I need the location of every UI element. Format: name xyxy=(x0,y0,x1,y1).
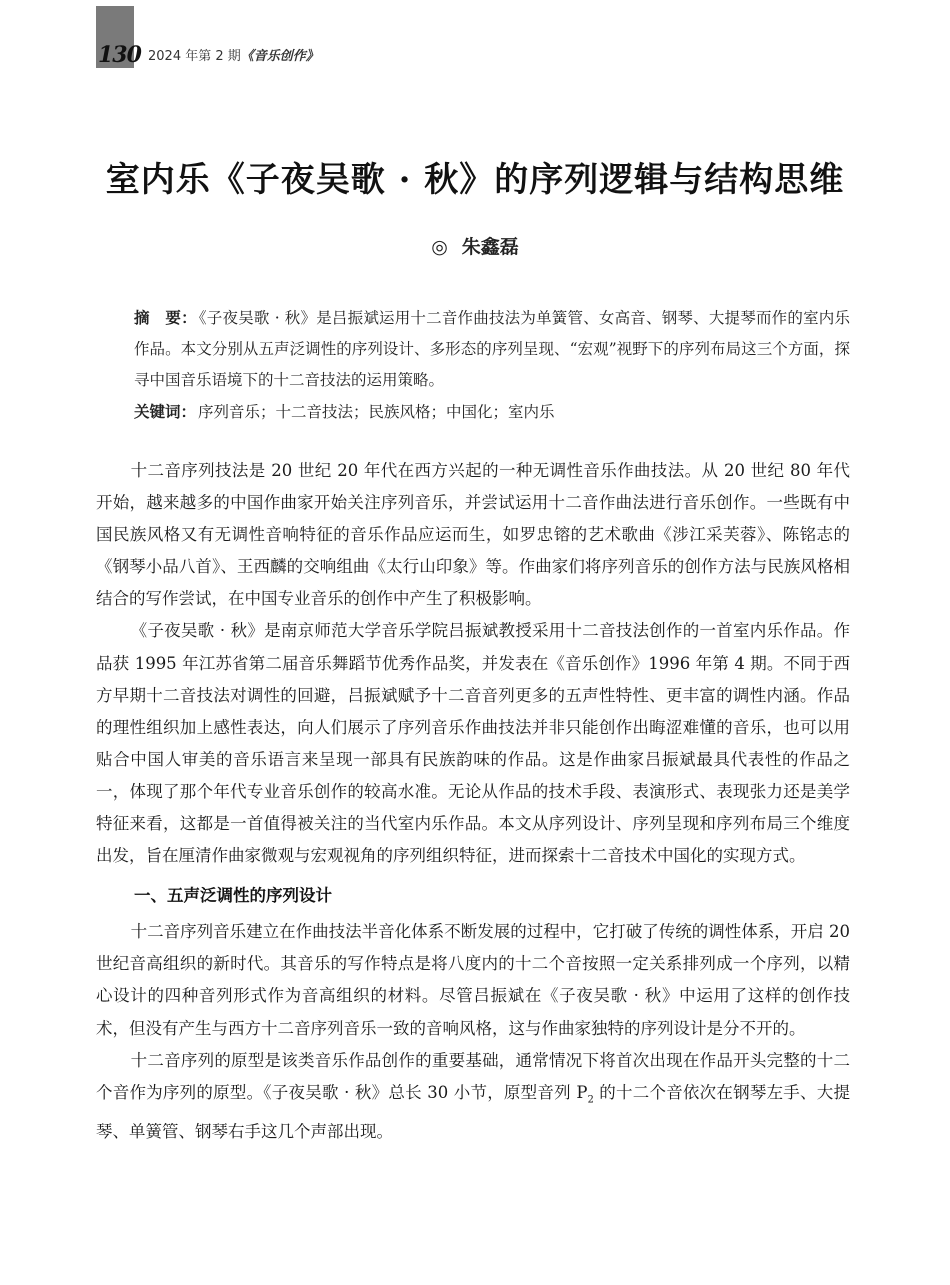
page-number-box xyxy=(96,6,141,68)
body-paragraph-2: 《子夜吴歌 · 秋》是南京师范大学音乐学院吕振斌教授采用十二音技法创作的一首室内乐作品。作品获 1995 年江苏省第二届音乐舞蹈节优秀作品奖，并发表在《音乐创作》1996 年第 4 期。不同于西方早期十二音技法对调性的回避，吕振斌赋予十二音音列更多的五声性特性、更丰富的调性内涵。作品的理性组织加上感性表达，向人们展示了序列音乐作曲技法并非只能创作出晦涩难懂的音乐，也可以用贴合中国人审美的音乐语言来呈现一部具有民族韵味的作品。这是作曲家吕振斌最具代表性的作品之一，体现了那个年代专业音乐创作的较高水准。无论从作品的技术手段、表演形式、表现张力还是美学特征来看，这都是一首值得被关注的当代室内乐作品。本文从序列设计、序列呈现和序列布局三个维度出发，旨在厘清作曲家微观与宏观视角的序列组织特征，进而探索十二音技术中国化的实现方式。 xyxy=(96,621,850,866)
keywords-paragraph xyxy=(134,396,850,428)
section-paragraph-2-text-a: 十二音序列的原型是该类音乐作品创作的重要基础，通常情况下将首次出现在作品开头完整的十二个音作为序列的原型。《子夜吴歌 · 秋》总长 30 小节，原型音列 P xyxy=(96,1050,850,1102)
subscript: 2 xyxy=(587,1093,594,1105)
keywords-text: 序列音乐；十二音技法；民族风格；中国化；室内乐 xyxy=(198,403,555,421)
section-heading: 一、五声泛调性的序列设计 xyxy=(134,886,332,906)
body-paragraph-1: 十二音序列技法是 20 世纪 20 年代在西方兴起的一种无调性音乐作曲技法。从 20 世纪 80 年代开始，越来越多的中国作曲家开始关注序列音乐，并尝试运用十二音作曲法进行音乐创作。一些既有中国民族风格又有无调性音响特征的音乐作品应运而生，如罗忠镕的艺术歌曲《涉江采芙蓉》、陈铭志的《钢琴小品八首》、王西麟的交响组曲《太行山印象》等。作曲家们将序列音乐的创作方法与民族风格相结合的写作尝试，在中国专业音乐的创作中产生了积极影响。 xyxy=(96,461,850,609)
keywords-label: 关键词： xyxy=(134,402,197,421)
article-body xyxy=(96,455,850,1148)
page-number: 130 xyxy=(98,42,141,68)
section-paragraph-2 xyxy=(96,1045,850,1149)
article-title: 室内乐《子夜吴歌 · 秋》的序列逻辑与结构思维 xyxy=(105,160,845,200)
abstract-text: 《子夜吴歌 · 秋》是吕振斌运用十二音作曲技法为单簧管、女高音、钢琴、大提琴而作的室内乐作品。本文分别从五声泛调性的序列设计、多形态的序列呈现、“宏观”视野下的序列布局这三个方面，探寻中国音乐语境下的十二音技法的运用策略。 xyxy=(134,309,850,389)
section-paragraph-1: 十二音序列音乐建立在作曲技法半音化体系不断发展的过程中，它打破了传统的调性体系，开启 20 世纪音高组织的新时代。其音乐的写作特点是将八度内的十二个音按照一定关系排列成一个序列，以精心设计的四种音列形式作为音高组织的材料。尽管吕振斌在《子夜吴歌 · 秋》中运用了这样的创作技术，但没有产生与西方十二音序列音乐一致的音响风格，这与作曲家独特的序列设计是分不开的。 xyxy=(96,922,850,1038)
journal-name: 《音乐创作》 xyxy=(240,49,319,64)
issue-label: 2024 年第 2 期 xyxy=(148,49,241,64)
author-mark: ◎ xyxy=(431,236,448,258)
journal-issue xyxy=(148,45,319,64)
author-name: 朱鑫磊 xyxy=(461,236,519,258)
abstract xyxy=(134,302,850,428)
page-header xyxy=(96,6,319,68)
section-paragraph-2-text-b: 的十二个音依次在钢琴左手、大提琴、单簧管、钢琴右手这几个声部出现。 xyxy=(96,1082,850,1142)
author-line xyxy=(0,232,950,259)
abstract-paragraph xyxy=(134,302,850,396)
abstract-label: 摘 要： xyxy=(134,308,197,327)
